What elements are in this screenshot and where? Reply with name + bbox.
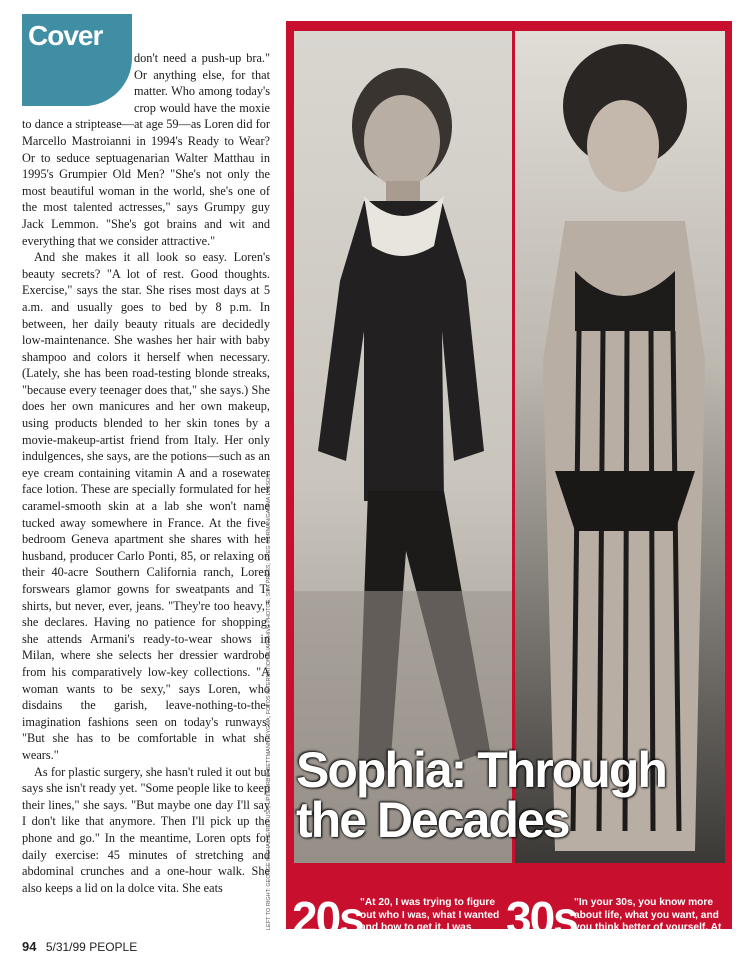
photo-1960s-portrait: [515, 31, 725, 863]
photo-1960s-illustration: [515, 31, 725, 863]
article-paragraph-2: And she makes it all look so easy. Loren's beauty secrets? "A lot of rest. Good thoughts. Exercise," says the star. She rises most days at 5 a.m. and usually goes to bed by 8 p.m. In between, her daily beauty rituals are decidedly low-maintenance. She washes her hair with baby shampoo and colors it herself when necessary. (Lately, she has been road-testing blonde streaks, "because every teenager does that," she says.) She does her own manicures and her own makeup, using products blended to her skin tones by a movie-makeup-artist friend from Italy. Her only indulgences, she says, are the potions—such as an eye cream containing vitamin A and a rosewater face lotion. These are specially formulated for her caramel-smooth skin at a lab she won't name tucked away somewhere in France. At the five-bedroom Geneva apartment she shares with her husband, producer Carlo Ponti, 85, or relaxing on their 40-acre Southern California ranch, Loren forswears glamor gowns for sweatpants and T-shirts, but never, ever, jeans. "They're too heavy," she declares. Having no patience for shopping, she attends Armani's ready-to-wear shows in Milan, where she selects her dressier wardrobe from his comparatively low-key collections. "A woman wants to be sexy," says Loren, who disdains the garish, leave-nothing-to-the-imagination fashions seen on today's runways. "But she has to be comfortable in what she wears.": [22, 250, 270, 762]
decade-label-30s: 30s: [506, 892, 577, 944]
feature-title-line-1: Sophia: Through: [296, 742, 666, 798]
decade-quote-20s: "At 20, I was trying to figure out who I was, what I wanted and how to get it. I was learning about myself.": [360, 897, 500, 946]
magazine-name: PEOPLE: [89, 940, 138, 954]
page-number: 94: [22, 939, 37, 954]
photo-1950s-portrait: [294, 31, 512, 863]
issue-date: 5/31/99: [45, 940, 86, 954]
page-footer: [22, 939, 137, 954]
tab-wrap-space: [22, 50, 134, 108]
photo-credit: LEFT TO RIGHT: GEORGE MICHALKE/REX USA; UPI/CORBIS-BETTMANN; SYGMA; FOTOS INTERNATIONAL/ARCHIVE PHOTOS; SIPA PRESS; GREG GORMAN/GAMMA LIAISON: [266, 473, 272, 930]
decade-label-20s: 20s: [292, 892, 363, 944]
article-paragraph-1: don't need a push-up bra." Or anything else, for that matter. Who among today's crop would have the moxie to dance a striptease—at age 59—as Loren did for Marcello Mastroianni in 1994's Ready to Wear? Or to seduce septuagenarian Walter Matthau in 1995's Grumpier Old Men? "She's not only the most beautiful woman in the world, she's one of the most talented actresses," says Grumpy guy Jack Lemmon. "She's got brains and wit and everything that we consider attractive.": [22, 51, 270, 248]
section-label: Cover: [28, 20, 103, 51]
feature-title-line-2: the Decades: [296, 792, 569, 848]
decade-quote-30s: "In your 30s, you know more about life, what you want, and you think better of yourself. At 30, I wanted to be a mother.": [574, 897, 722, 946]
article-body: [22, 50, 270, 926]
article-paragraph-3: As for plastic surgery, she hasn't ruled it out but says she isn't ready yet. "Some people like to keep their lines," she says. "But maybe one day I'll say I don't like that anymore. Then I'll pick up the phone and go." In the meantime, Loren opts for daily exercise: 45 minutes of stretching and abdominal crunches and a one-hour walk. She also keeps a lid on la dolce vita. She eats: [22, 764, 270, 895]
photo-1950s-illustration: [294, 31, 512, 863]
feature-title: [296, 742, 726, 848]
